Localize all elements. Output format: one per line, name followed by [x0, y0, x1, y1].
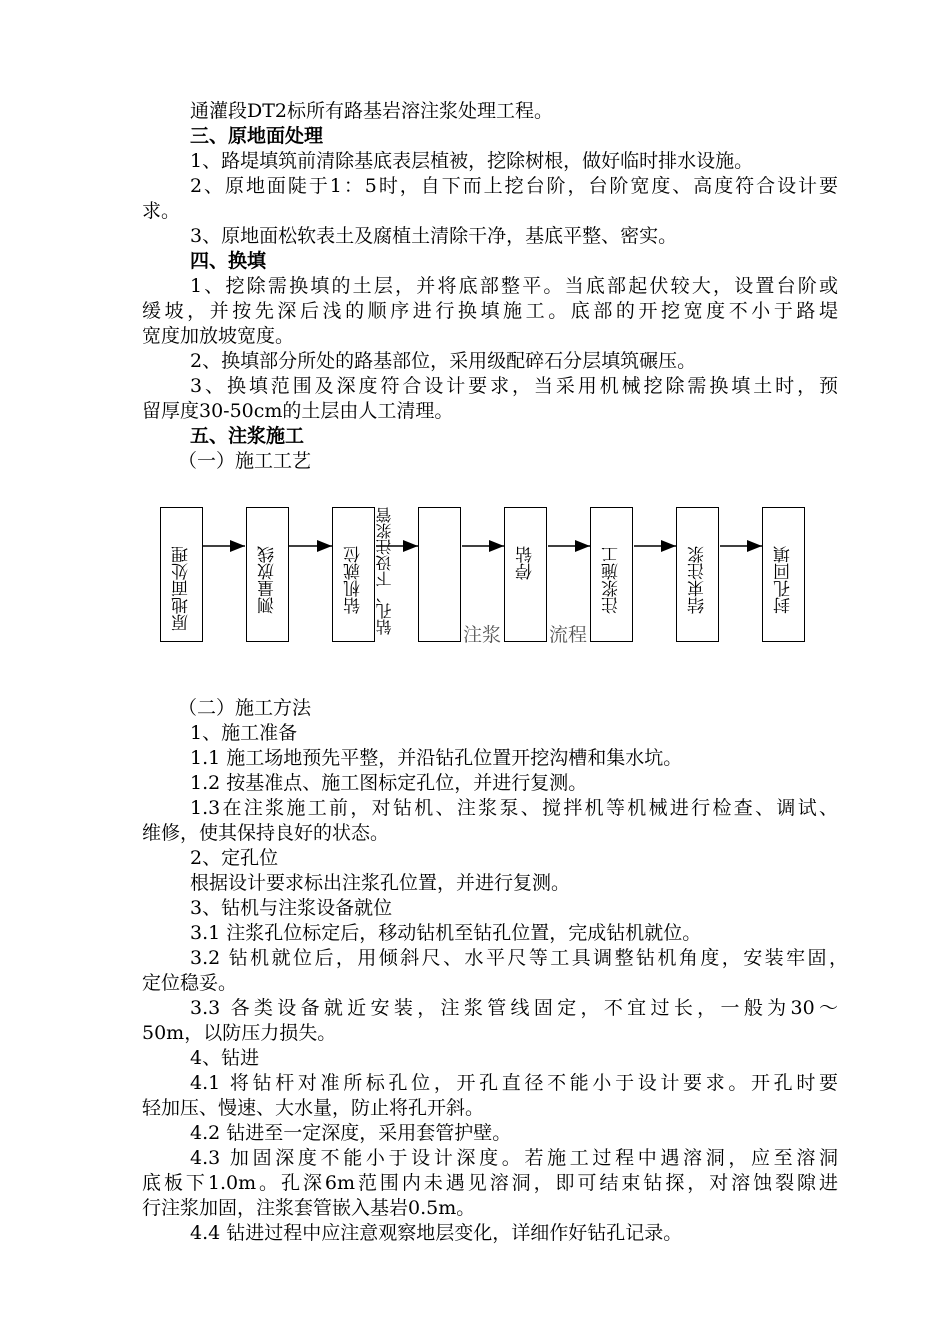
flow-box-stop-drilling — [504, 507, 547, 642]
flow-box-label: 钻机就位 — [344, 546, 364, 614]
flow-box-label: 封孔回填 — [774, 546, 794, 614]
text-line: 4.3 加固深度不能小于设计深度。若施工过程中遇溶洞，应至溶洞 — [190, 1147, 838, 1169]
text-line: 根据设计要求标出注浆孔位置，并进行复测。 — [190, 872, 571, 894]
flow-box-label: 测量放线 — [258, 546, 278, 614]
text-line: 2、换填部分所处的路基部位，采用级配碎石分层填筑碾压。 — [190, 350, 697, 372]
flow-box-end-grouting — [676, 507, 719, 642]
section-heading: 三、原地面处理 — [190, 125, 324, 147]
flow-box-label — [419, 546, 460, 637]
subsection-heading: （二）施工方法 — [178, 697, 312, 719]
text-line: 定位稳妥。 — [142, 972, 238, 994]
flow-box-ground-treatment — [160, 507, 203, 642]
flow-box-survey — [246, 507, 289, 642]
text-line: 4、钻进 — [190, 1047, 260, 1069]
text-line: 4.2 钻进至一定深度，采用套管护壁。 — [190, 1122, 512, 1144]
text-line: 3.1 注浆孔位标定后，移动钻机至钻孔位置，完成钻机就位。 — [190, 922, 702, 944]
text-line: 3、换填范围及深度符合设计要求，当采用机械挖除需换填土时，预 — [190, 375, 838, 397]
text-line: 1.3在注浆施工前，对钻机、注浆泵、搅拌机等机械进行检查、调试、 — [190, 797, 838, 819]
flow-box-seal-backfill — [762, 507, 805, 642]
text-line: 维修，使其保持良好的状态。 — [142, 822, 390, 844]
flow-box-label: 结束注浆 — [688, 546, 708, 614]
text-line: 3、原地面松软表土及腐植土清除干净，基底平整、密实。 — [190, 225, 678, 247]
text-line: 3、钻机与注浆设备就位 — [190, 897, 393, 919]
flow-box-label: 原地面处理 — [172, 546, 192, 631]
text-line: 3.3 各类设备就近安装，注浆管线固定，不宜过长，一般为30～ — [190, 997, 838, 1019]
text-line: 底板下1.0m。孔深6m范围内未遇见溶洞，即可结束钻探，对溶蚀裂隙进 — [142, 1172, 838, 1194]
flow-box-label: 停钻 — [516, 546, 536, 580]
flow-box-empty — [418, 507, 461, 642]
text-line: 3.2 钻机就位后，用倾斜尺、水平尺等工具调整钻机角度，安装牢固， — [190, 947, 848, 969]
text-line: 4.1 将钻杆对准所标孔位，开孔直径不能小于设计要求。开孔时要 — [190, 1072, 838, 1094]
flow-box-grouting — [590, 507, 633, 642]
subsection-heading: （一）施工工艺 — [178, 450, 312, 472]
flow-caption-left: 注浆 — [463, 624, 502, 646]
text-line: 2、定孔位 — [190, 847, 279, 869]
text-line: 缓坡，并按先深后浅的顺序进行换填施工。底部的开挖宽度不小于路堤 — [142, 300, 838, 322]
text-line: 1、挖除需换填的土层，并将底部整平。当底部起伏较大，设置台阶或 — [190, 275, 838, 297]
text-line: 4.4 钻进过程中应注意观察地层变化，详细作好钻孔记录。 — [190, 1222, 683, 1244]
flow-box-label: 注浆施工 — [602, 546, 622, 614]
text-line: 2、原地面陡于1：5时，自下而上挖台阶，台阶宽度、高度符合设计要 — [190, 175, 838, 197]
text-line: 50m，以防压力损失。 — [142, 1022, 337, 1044]
flow-caption-right: 流程 — [549, 624, 588, 646]
text-line: 行注浆加固，注浆套管嵌入基岩0.5m。 — [142, 1197, 476, 1219]
text-line: 留厚度30-50cm的土层由人工清理。 — [142, 400, 454, 422]
section-heading: 四、换填 — [190, 250, 267, 272]
text-line: 求。 — [142, 200, 181, 222]
text-line: 轻加压、慢速、大水量，防止将孔开斜。 — [142, 1097, 485, 1119]
text-line: 1.1 施工场地预先平整，并沿钻孔位置开挖沟槽和集水坑。 — [190, 747, 683, 769]
text-line: 宽度加放坡宽度。 — [142, 325, 295, 347]
text-line: 1、路堤填筑前清除基底表层植被，挖除树根，做好临时排水设施。 — [190, 150, 754, 172]
flow-box-drill-position — [332, 507, 375, 642]
text-line: 1.2 按基准点、施工图标定孔位，并进行复测。 — [190, 772, 588, 794]
flow-between-text: 钻孔、下设注浆管 — [375, 507, 394, 635]
section-heading: 五、注浆施工 — [190, 425, 305, 447]
text-line: 通灌段DT2标所有路基岩溶注浆处理工程。 — [190, 100, 553, 122]
text-line: 1、施工准备 — [190, 722, 298, 744]
